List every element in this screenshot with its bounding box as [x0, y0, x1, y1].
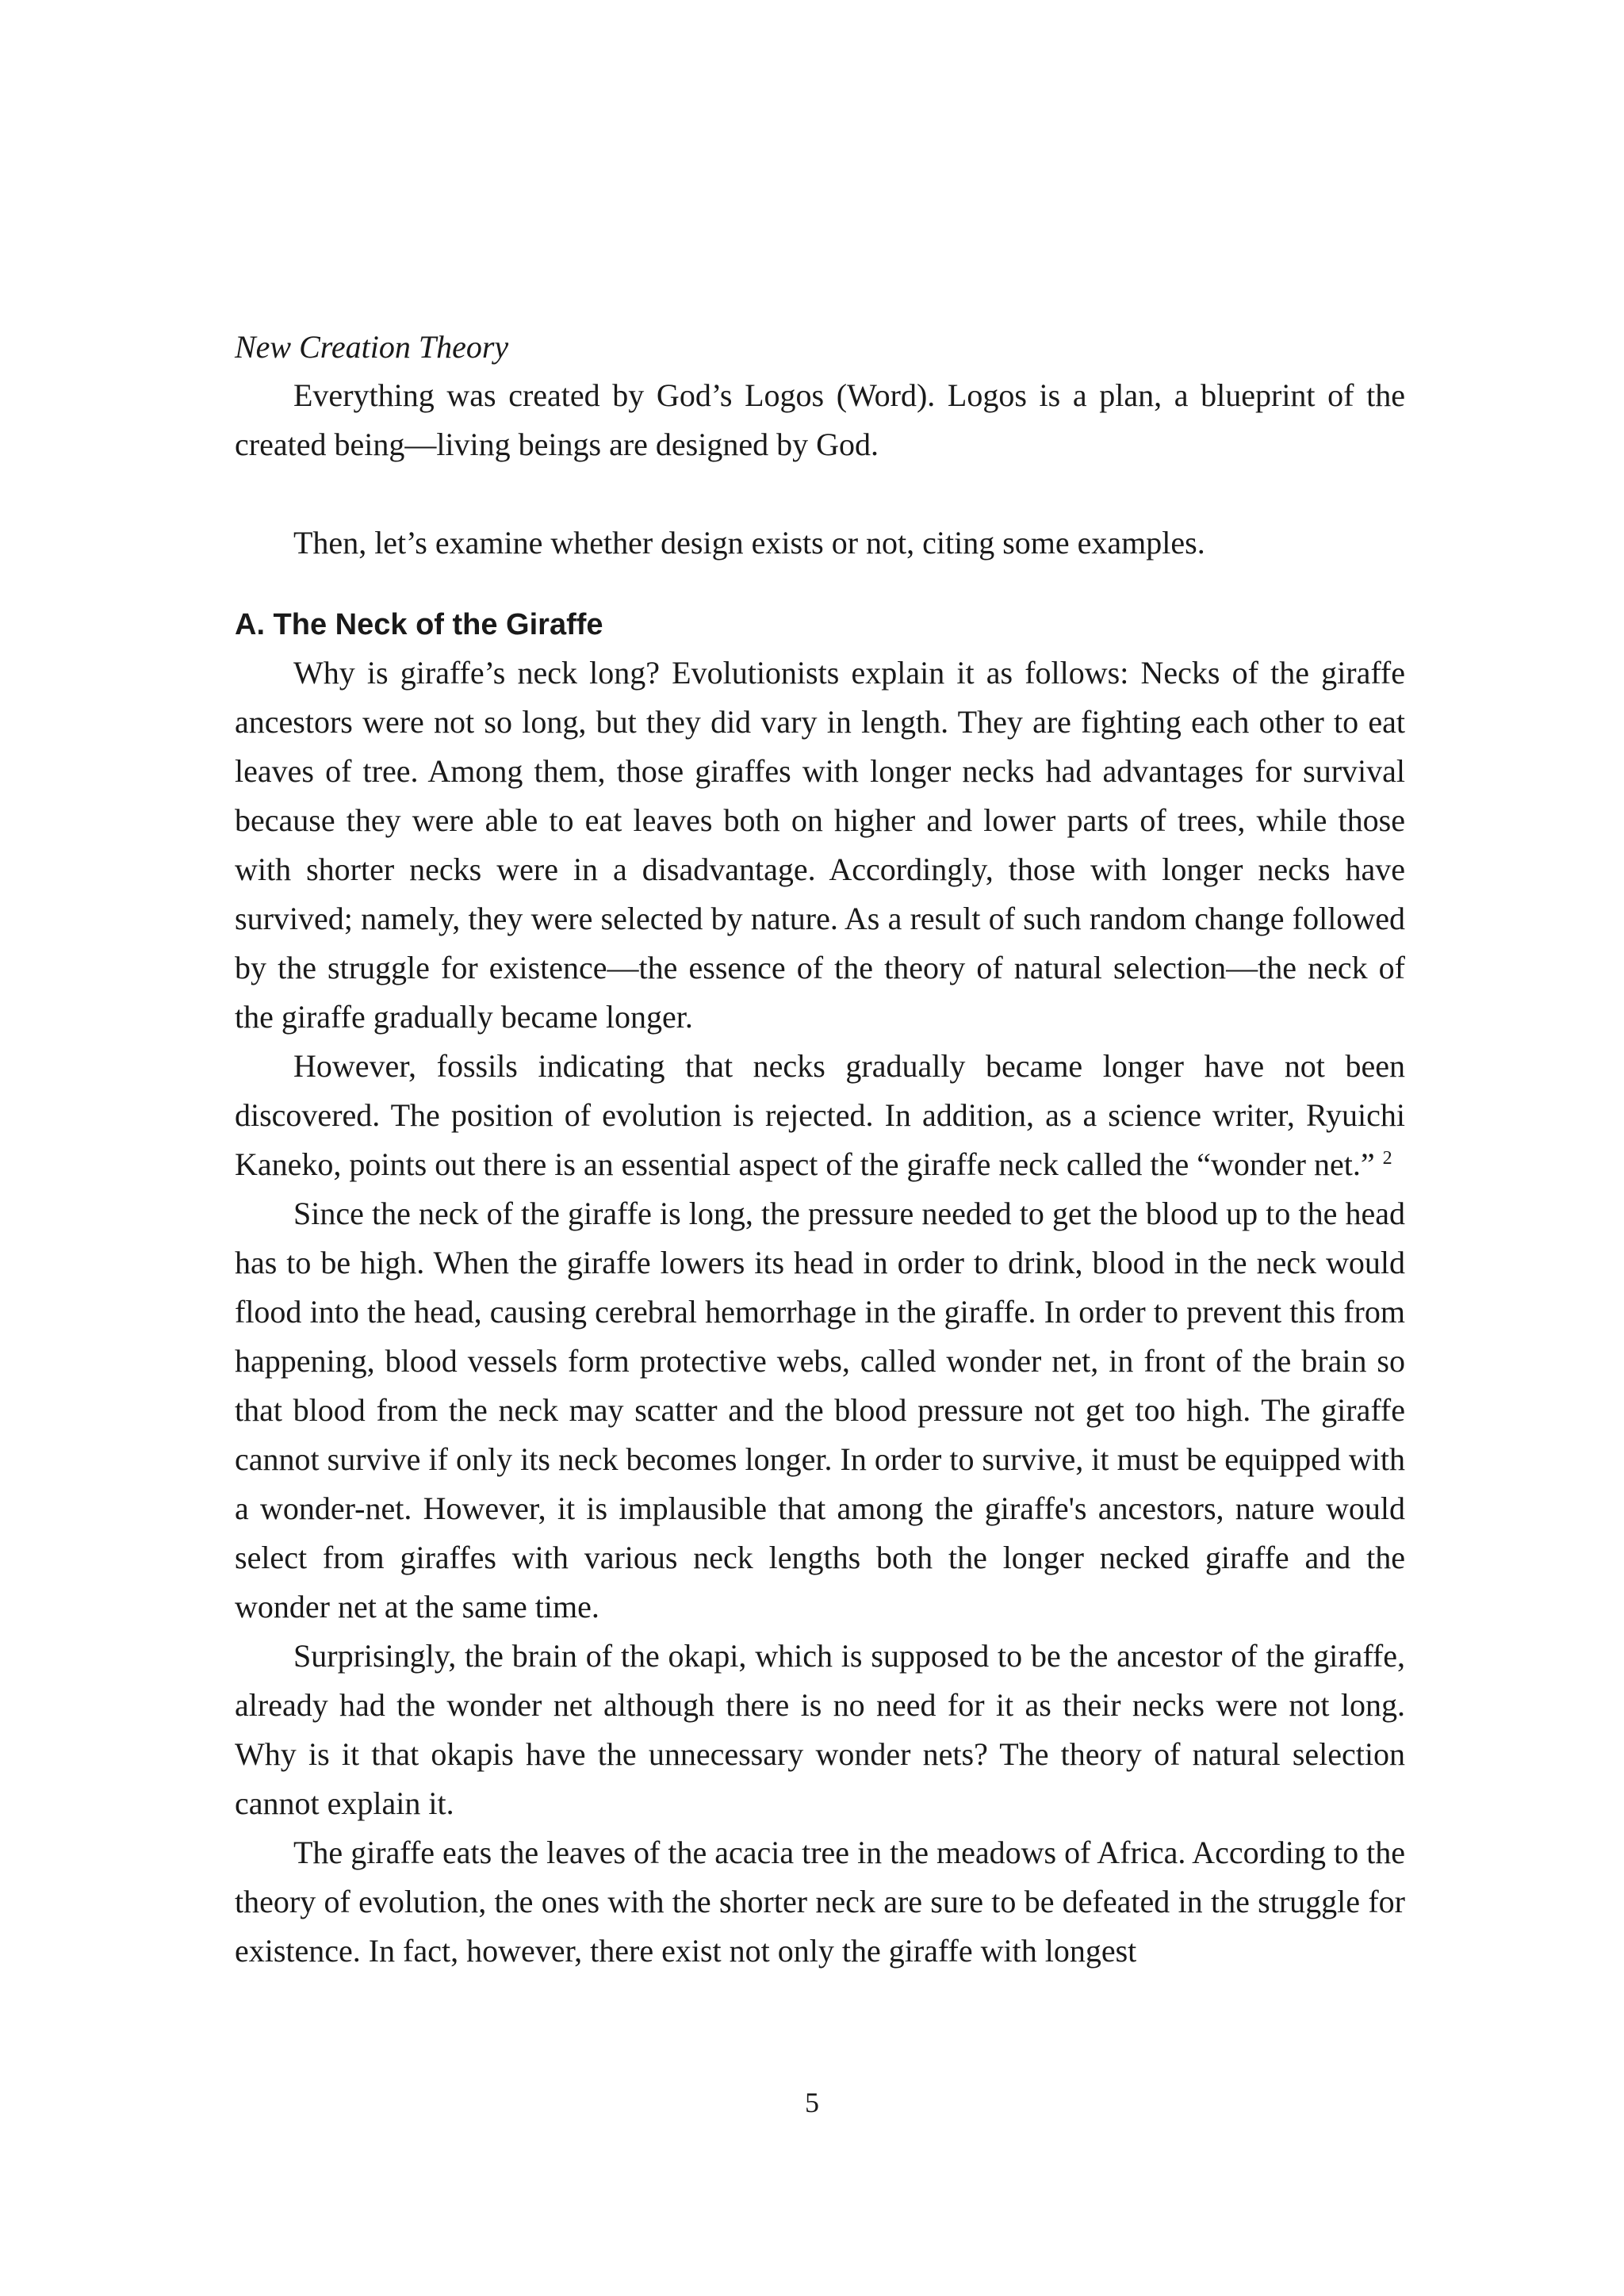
body-paragraph-4: Surprisingly, the brain of the okapi, which is supposed to be the ancestor of the giraffe, already had the wonder net although there is no need for it as their necks were not long. Why is it that okapis have the unnecessary wonder nets? The theory of natural selection cannot explain it. — [235, 1638, 1405, 1821]
intro-paragraph: Everything was created by God’s Logos (Word). Logos is a plan, a blueprint of the created being—living beings are designed by God. — [235, 377, 1405, 462]
body-paragraph-5: The giraffe eats the leaves of the acacia tree in the meadows of Africa. According to the theory of evolution, the ones with the shorter neck are sure to be defeated in the struggle for existence. In fact, however, there exist not only the giraffe with longest — [235, 1835, 1405, 1969]
blank-line — [235, 469, 1405, 519]
section-heading: A. The Neck of the Giraffe — [235, 608, 603, 641]
body-paragraph-3: Since the neck of the giraffe is long, the pressure needed to get the blood up to the head has to be high. When the giraffe lowers its head in order to drink, blood in the neck would flood into the head, causing cerebral hemorrhage in the giraffe. In order to prevent this from happening, blood vessels form protective webs, called wonder net, in front of the brain so that blood from the neck may scatter and the blood pressure not get too high. The giraffe cannot survive if only its neck becomes longer. In order to survive, it must be equipped with a wonder-net. However, it is implausible that among the giraffe's ancestors, nature would select from giraffes with various neck lengths both the longer necked giraffe and the wonder net at the same time. — [235, 1196, 1405, 1624]
body-paragraph-2-text: However, fossils indicating that necks gradually became longer have not been discovered. The position of evolution is rejected. In addition, as a science writer, Ryuichi Kaneko, points out there is an essential aspect of the giraffe neck called the “wonder net.” — [235, 1048, 1405, 1182]
transition-paragraph: Then, let’s examine whether design exists or not, citing some examples. — [293, 525, 1205, 561]
section-label: New Creation Theory — [235, 329, 509, 365]
page-number: 5 — [805, 2087, 819, 2118]
body-paragraph-1: Why is giraffe’s neck long? Evolutionists explain it as follows: Necks of the giraffe ancestors were not so long, but they did vary in length. They are fighting each other to eat leaves of tree. Among them, those giraffes with longer necks had advantages for survival because they were able to eat leaves both on higher and lower parts of trees, while those with shorter necks were in a disadvantage. Accordingly, those with longer necks have survived; namely, they were selected by nature. As a result of such random change followed by the struggle for existence—the essence of the theory of natural selection—the neck of the giraffe gradually became longer. — [235, 655, 1405, 1035]
footnote-marker: 2 — [1382, 1148, 1392, 1169]
document-page — [235, 323, 1405, 1976]
body-paragraph-2 — [235, 1042, 1405, 1189]
